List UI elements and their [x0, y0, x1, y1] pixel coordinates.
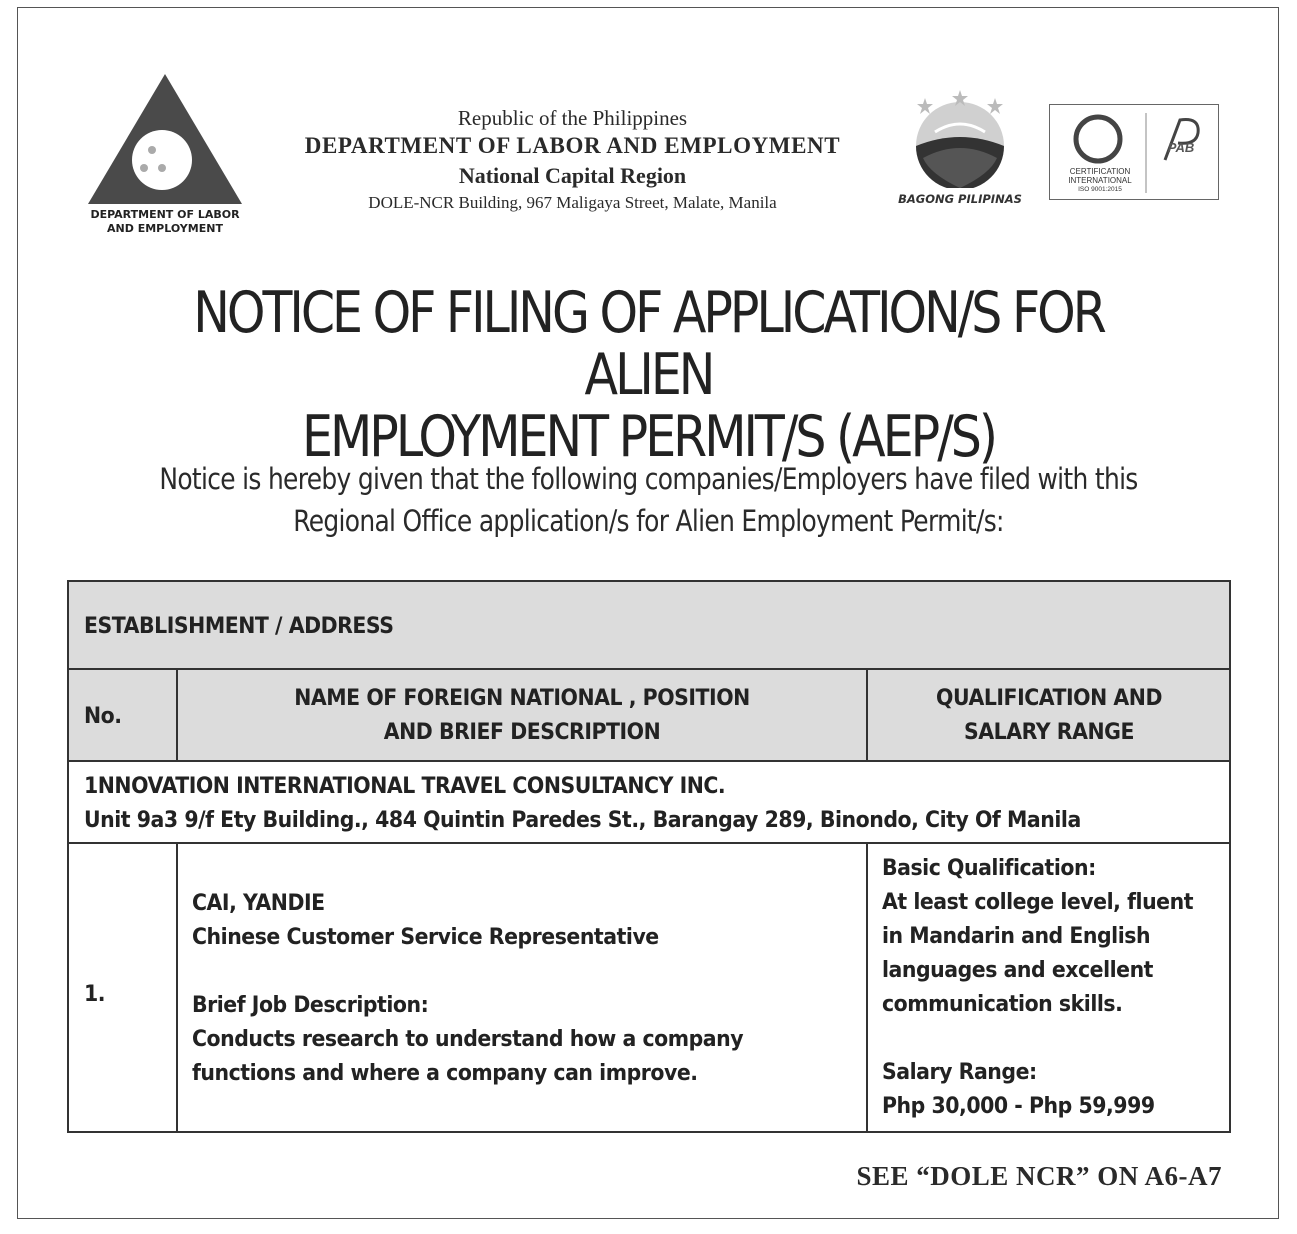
column-header-no: No.	[84, 704, 122, 729]
job-description-line: Conducts research to understand how a company	[192, 1027, 744, 1052]
letterhead-region: National Capital Region	[458, 163, 687, 188]
page-reference: SEE “DOLE NCR” ON A6-A7	[856, 1161, 1222, 1191]
job-description-label: Brief Job Description:	[192, 993, 429, 1018]
letterhead-department: DEPARTMENT OF LABOR AND EMPLOYMENT	[304, 133, 841, 158]
salary-range: Php 30,000 - Php 59,999	[882, 1094, 1155, 1119]
letterhead-address: DOLE-NCR Building, 967 Maligaya Street, Malate, Manila	[368, 193, 777, 212]
qualification-details: Basic Qualification: At least college level, fluent in Mandarin and English languages and excellent communication skills. Salary Range: Php 30,000 - Php 59,999	[882, 852, 1216, 1124]
certification-badge: CERTIFICATION INTERNATIONAL ISO 9001:2015 PAB	[1049, 104, 1219, 200]
qualification-label: Basic Qualification:	[882, 856, 1096, 881]
letterhead	[255, 105, 890, 215]
foreign-national-name: CAI, YANDIE	[192, 891, 325, 916]
establishment-row	[84, 770, 1156, 838]
column-header-qualification: QUALIFICATION AND SALARY RANGE	[936, 686, 1162, 745]
notice-title: NOTICE OF FILING OF APPLICATION/S FOR ALIEN EMPLOYMENT PERMIT/S (AEP/S)	[193, 280, 1104, 470]
aep-table	[67, 580, 1231, 1133]
notice-intro: Notice is hereby given that the following companies/Employers have filed with this Regional Office application/s for Alien Employment Permit/s:	[159, 462, 1138, 538]
bagong-pilipinas-logo-icon	[895, 88, 1025, 188]
establishment-name: 1NNOVATION INTERNATIONAL TRAVEL CONSULTANCY INC.	[84, 774, 726, 799]
column-header-name: NAME OF FOREIGN NATIONAL , POSITION AND BRIEF DESCRIPTION	[294, 686, 750, 745]
letterhead-country: Republic of the Philippines	[457, 106, 688, 130]
foreign-national-position: Chinese Customer Service Representative	[192, 925, 659, 950]
establishment-address: Unit 9a3 9/f Ety Building., 484 Quintin Paredes St., Barangay 289, Binondo, City Of Manila	[84, 808, 1081, 833]
table-header-row: ESTABLISHMENT / ADDRESS	[69, 582, 1229, 668]
dole-logo-label: DEPARTMENT OF LABOR AND EMPLOYMENT	[90, 208, 240, 235]
foreign-national-details	[192, 887, 785, 1091]
bagong-pilipinas-label: BAGONG PILIPINAS	[898, 192, 1022, 206]
salary-label: Salary Range:	[882, 1060, 1037, 1085]
row-number: 1.	[84, 982, 106, 1007]
pab-label: PAB	[1167, 140, 1195, 155]
job-description-line: functions and where a company can improve.	[192, 1061, 698, 1086]
